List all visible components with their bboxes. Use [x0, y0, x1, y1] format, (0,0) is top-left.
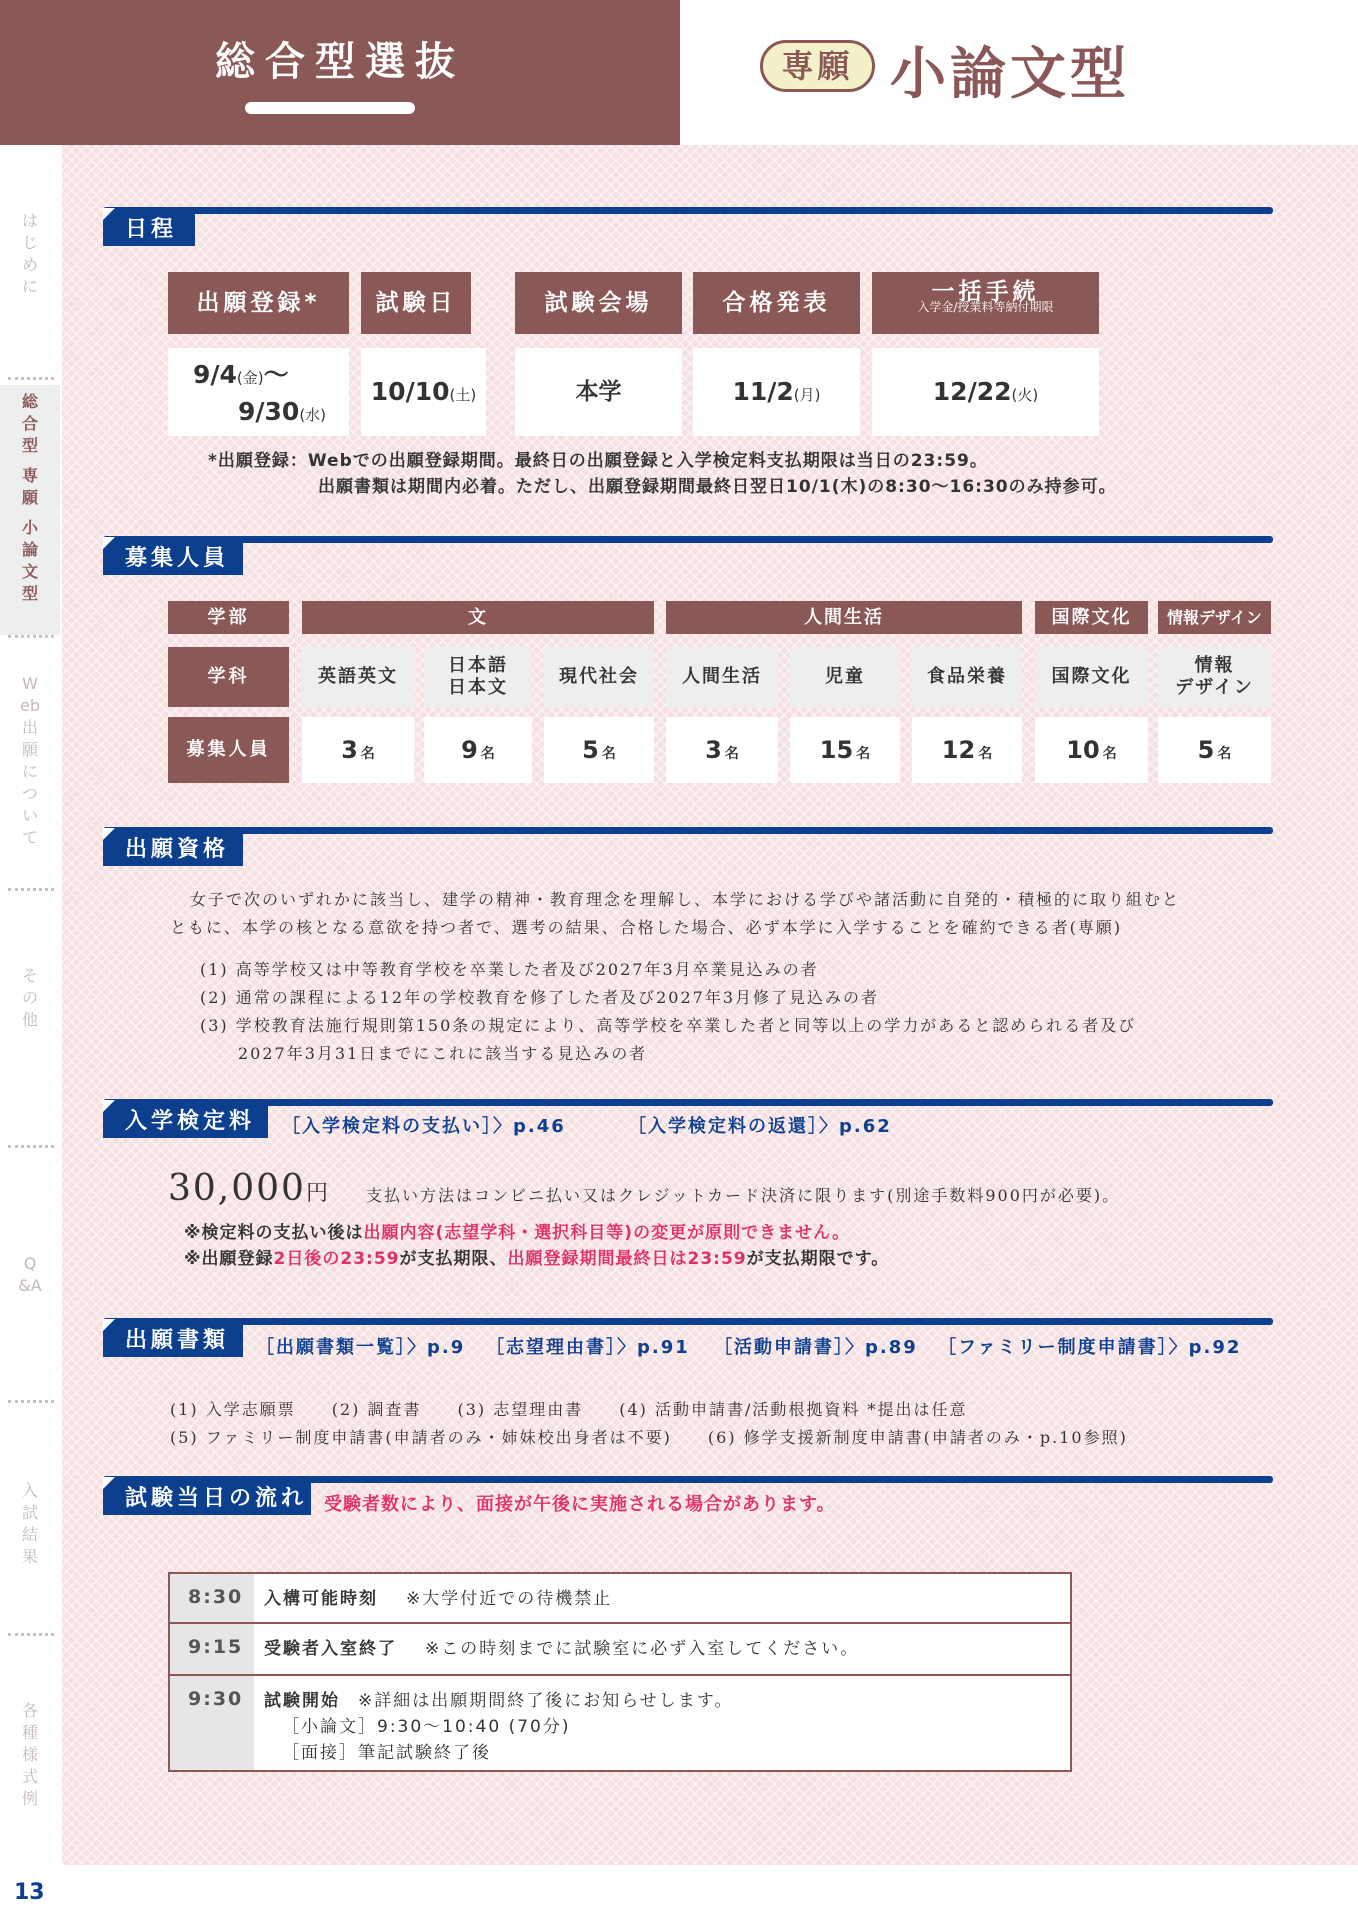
header-category-banner [0, 0, 680, 145]
fee-note-2-text: が支払期限、 [399, 1249, 508, 1269]
section-heading-eligibility: 出願資格 [103, 828, 243, 866]
flow-notice: 受験者数により、面接が午後に実施される場合があります。 [324, 1494, 836, 1515]
link-fee-payment[interactable]: ［入学検定料の支払い］〉p.46 [282, 1116, 566, 1137]
nav-current-badge: 専願 [21, 466, 38, 507]
nav-item-current[interactable] [0, 385, 60, 635]
section-heading-fee: 入学検定料 [103, 1100, 268, 1138]
registration-start: 9/4 [193, 360, 237, 389]
count-unit: 名 [724, 746, 739, 762]
dept-child: 児童 [790, 647, 900, 707]
schedule-col-venue: 試験会場 [515, 272, 682, 334]
fee-note-2-text: が支払期限です。 [746, 1249, 890, 1269]
section-rule [103, 207, 1273, 214]
header-category: 総合型選抜 [215, 39, 465, 85]
count-value: 10 [1066, 736, 1100, 764]
count-value: 15 [819, 736, 854, 764]
count-unit: 名 [856, 746, 871, 762]
nav-divider [8, 888, 54, 891]
timetable-content [254, 1574, 1070, 1622]
link-family-form[interactable]: ［ファミリー制度申請書］〉p.92 [938, 1337, 1242, 1358]
fee-note-1 [184, 1218, 850, 1243]
timetable-row [170, 1574, 1070, 1624]
count-food-nutrition [912, 717, 1022, 783]
exam-day-timetable [168, 1572, 1072, 1772]
eligibility-intro-1: 女子で次のいずれかに該当し、建学の精神・教育理念を理解し、本学における学びや諸活動に自発的・積極的に取り組むと [190, 890, 1181, 909]
procedure-day: (火) [1011, 386, 1039, 404]
fee-amount-value: 30,000 [168, 1168, 306, 1209]
fee-note-2 [184, 1244, 889, 1269]
dept-japanese: 日本語 日本文 [424, 647, 532, 707]
timetable-title: 試験開始 [264, 1691, 340, 1711]
section-heading-documents: 出願書類 [103, 1319, 243, 1357]
timetable-text: ※この時刻までに試験室に必ず入室してください。 [425, 1639, 860, 1659]
fee-payment-method: 支払い方法はコンビニ払い又はクレジットカード決済に限ります(別途手数料900円が必要)。 [366, 1186, 1121, 1205]
schedule-exam-date [361, 348, 486, 436]
schedule-procedure-date [872, 348, 1099, 436]
nav-current-category: 総合型 [21, 392, 38, 455]
header-underline [245, 102, 415, 114]
nav-item-forms[interactable]: 各種様式例 [21, 1701, 38, 1808]
section-rule [103, 827, 1273, 834]
timetable-content [254, 1624, 1070, 1674]
timetable-row [170, 1676, 1070, 1770]
nav-divider [8, 1633, 54, 1636]
section-heading-recruit: 募集人員 [103, 537, 243, 575]
faculty-info-design: 情報デザイン [1158, 601, 1271, 634]
dept-food-nutrition: 食品栄養 [912, 647, 1022, 707]
schedule-note-1: *出願登録：Webでの出願登録期間。最終日の出願登録と入学検定料支払期限は当日の23:59。 [208, 451, 988, 471]
count-unit: 名 [1217, 746, 1232, 762]
nav-current-type: 小論文型 [21, 518, 38, 603]
timetable-time: 8:30 [170, 1574, 254, 1622]
section-heading-schedule: 日程 [103, 208, 195, 246]
nav-item-web[interactable]: Web出願について [20, 674, 40, 847]
page-number: 13 [14, 1880, 45, 1905]
count-value: 3 [341, 736, 358, 764]
count-intl-culture [1035, 717, 1148, 783]
schedule-col-procedure [872, 272, 1099, 334]
application-type-badge: 専願 [760, 40, 875, 92]
count-unit: 名 [360, 746, 375, 762]
timetable-essay-time: ［小論文］9:30〜10:40 (70分) [282, 1717, 571, 1737]
recruit-label-count: 募集人員 [168, 717, 289, 783]
dept-english: 英語英文 [302, 647, 414, 707]
timetable-title: 入構可能時刻 [264, 1589, 378, 1609]
eligibility-item-3-cont: 2027年3月31日までにこれに該当する見込みの者 [238, 1044, 648, 1063]
count-info-design [1158, 717, 1271, 783]
link-fee-refund[interactable]: ［入学検定料の返還］〉p.62 [628, 1116, 892, 1137]
dept-intl-culture: 国際文化 [1035, 647, 1148, 707]
timetable-interview-time: ［面接］筆記試験終了後 [282, 1743, 491, 1763]
documents-line-2: (5) ファミリー制度申請書(申請者のみ・姉妹校出身者は不要) (6) 修学支援新制度申請書(申請者のみ・p.10参照) [170, 1428, 1128, 1447]
link-document-list[interactable]: ［出願書類一覧］〉p.9 [256, 1337, 466, 1358]
count-value: 5 [582, 736, 599, 764]
faculty-letters: 文 [302, 601, 654, 634]
timetable-time: 9:30 [170, 1676, 254, 1770]
schedule-venue: 本学 [515, 348, 682, 436]
count-value: 9 [461, 736, 478, 764]
dept-contemporary-society: 現代社会 [544, 647, 654, 707]
timetable-text: ※詳細は出願期間終了後にお知らせします。 [358, 1691, 734, 1711]
count-contemporary-society [544, 717, 654, 783]
eligibility-item-2: (2) 通常の課程による12年の学校教育を修了した者及び2027年3月修了見込みの者 [200, 988, 880, 1007]
fee-note-1-emphasis: 出願内容(志望学科・選択科目等)の変更が原則できません。 [363, 1223, 851, 1243]
timetable-row [170, 1624, 1070, 1676]
side-navigation [0, 145, 60, 1865]
dept-human-life: 人間生活 [666, 647, 778, 707]
registration-end: 9/30 [238, 397, 300, 426]
section-rule [103, 536, 1273, 543]
timetable-text: ※大学付近での待機禁止 [406, 1589, 613, 1609]
count-japanese [424, 717, 532, 783]
timetable-title: 受験者入室終了 [264, 1639, 397, 1659]
fee-note-1-text: ※検定料の支払い後は [184, 1223, 364, 1243]
recruit-label-faculty: 学部 [168, 601, 289, 634]
faculty-intl-culture: 国際文化 [1035, 601, 1148, 634]
count-english [302, 717, 414, 783]
result-date: 11/2 [732, 377, 794, 406]
eligibility-item-1: (1) 高等学校又は中等教育学校を卒業した者及び2027年3月卒業見込みの者 [200, 960, 819, 979]
fee-amount [168, 1168, 330, 1209]
result-day: (月) [793, 386, 821, 404]
count-unit: 名 [601, 746, 616, 762]
count-value: 12 [941, 736, 976, 764]
count-value: 3 [705, 736, 722, 764]
section-heading-flow: 試験当日の流れ [103, 1477, 311, 1515]
nav-divider [8, 377, 54, 380]
exam-date: 10/10 [370, 377, 450, 406]
link-motivation-statement[interactable]: ［志望理由書］〉p.91 [486, 1337, 690, 1358]
schedule-col-registration: 出願登録* [168, 272, 349, 334]
exam-type-title: 小論文型 [890, 42, 1130, 107]
documents-line-1: (1) 入学志願票 (2) 調査書 (3) 志望理由書 (4) 活動申請書/活動根拠資料 *提出は任意 [170, 1400, 968, 1419]
count-unit: 名 [480, 746, 495, 762]
nav-item-results[interactable]: 入試結果 [21, 1481, 38, 1566]
schedule-result-date [693, 348, 860, 436]
schedule-col-procedure-sub: 入学金/授業料等納付期限 [917, 300, 1054, 314]
registration-end-day: (水) [299, 406, 327, 424]
eligibility-item-3: (3) 学校教育法施行規則第150条の規定により、高等学校を卒業した者と同等以上の学力があると認められる者及び [200, 1016, 1137, 1035]
recruit-label-dept: 学科 [168, 647, 289, 707]
dept-info-design: 情報 デザイン [1158, 647, 1271, 707]
fee-currency: 円 [305, 1181, 330, 1206]
section-rule [103, 1099, 1273, 1106]
fee-note-2-emphasis: 出願登録期間最終日は23:59 [507, 1249, 747, 1269]
nav-divider [8, 1400, 54, 1403]
registration-start-day: (金) [236, 369, 264, 387]
count-unit: 名 [978, 746, 993, 762]
nav-item-other[interactable]: その他 [21, 966, 38, 1029]
fee-note-2-emphasis: 2日後の23:59 [273, 1249, 400, 1269]
link-activity-form[interactable]: ［活動申請書］〉p.89 [714, 1337, 918, 1358]
count-human-life [666, 717, 778, 783]
nav-divider [8, 635, 54, 638]
count-unit: 名 [1102, 746, 1117, 762]
schedule-note-2: 出願書類は期間内必着。ただし、出願登録期間最終日翌日10/1(木)の8:30〜16:30のみ持参可。 [318, 477, 1117, 497]
nav-divider [8, 1145, 54, 1148]
schedule-col-result: 合格発表 [693, 272, 860, 334]
registration-tilde: 〜 [263, 360, 289, 389]
timetable-content [254, 1676, 1070, 1770]
faculty-human-life: 人間生活 [666, 601, 1022, 634]
fee-note-2-text: ※出願登録 [184, 1249, 274, 1269]
nav-item-qa[interactable]: Q&A [18, 1254, 42, 1295]
schedule-registration-period [168, 348, 349, 436]
timetable-time: 9:15 [170, 1624, 254, 1674]
eligibility-intro-2: ともに、本学の核となる意欲を持つ者で、選考の結果、合格した場合、必ず本学に入学することを確約できる者(専願) [170, 918, 1123, 937]
section-rule [103, 1318, 1273, 1325]
schedule-col-exam-date: 試験日 [361, 272, 471, 334]
procedure-date: 12/22 [932, 377, 1012, 406]
nav-item-intro[interactable]: はじめに [21, 211, 38, 296]
exam-day: (土) [449, 386, 477, 404]
schedule-col-procedure-label: 一括手続 [931, 279, 1040, 305]
count-value: 5 [1197, 736, 1215, 764]
count-child [790, 717, 900, 783]
